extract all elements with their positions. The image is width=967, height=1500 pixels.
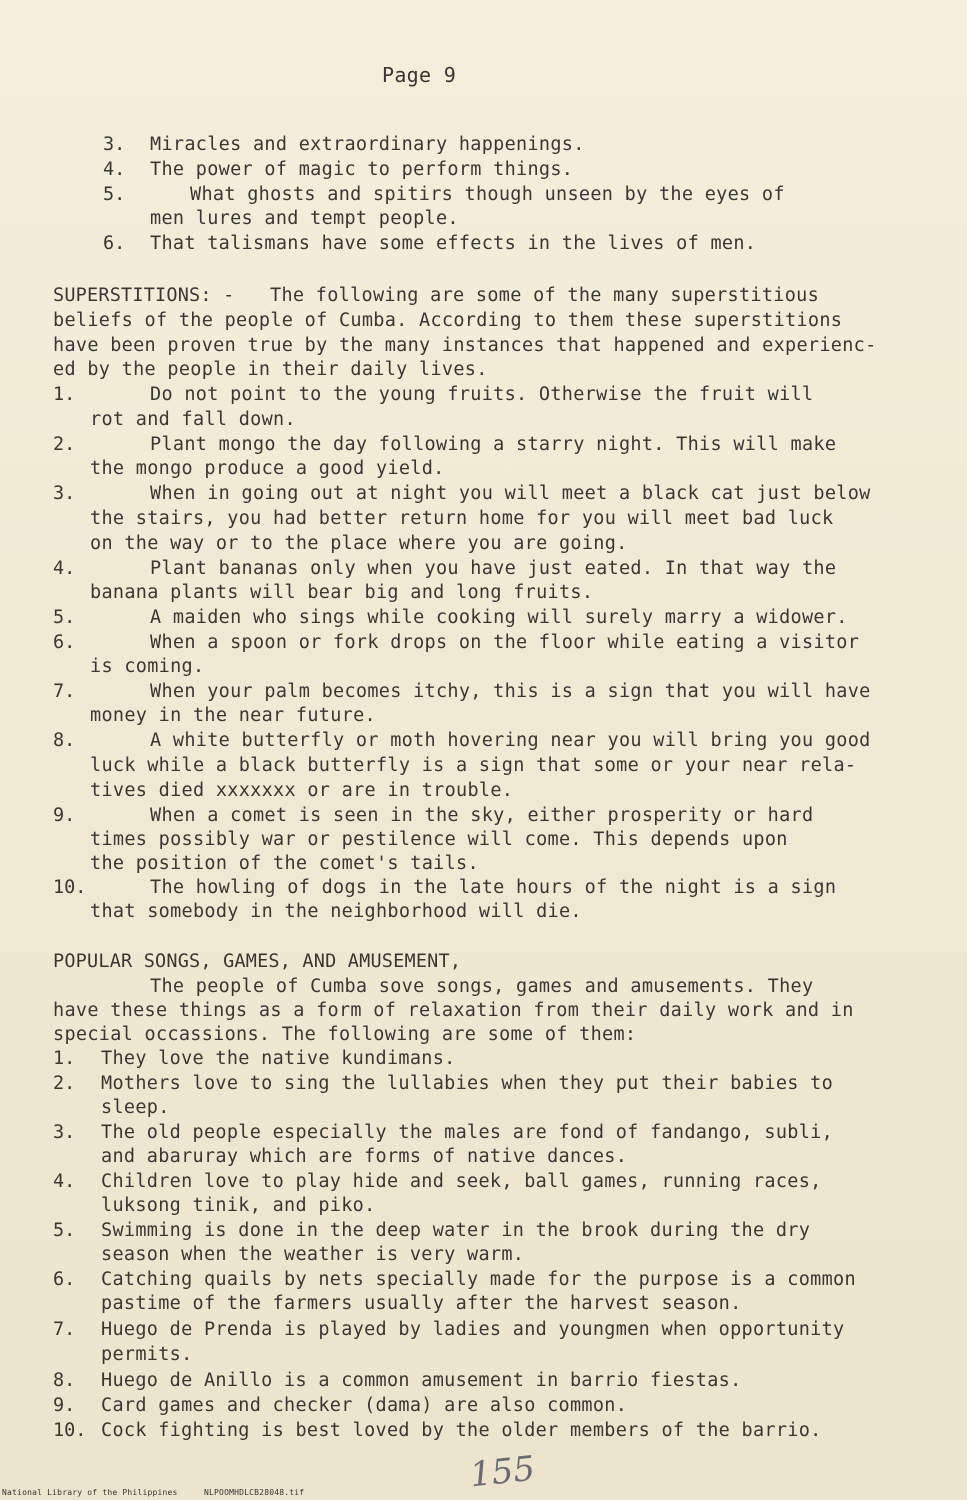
- superstition-line: the mongo produce a good yield.: [90, 458, 445, 479]
- song-line: Huego de Prenda is played by ladies and youngmen when opportunity: [101, 1319, 845, 1340]
- superstition-line: Do not point to the young fruits. Otherwise the fruit will: [150, 384, 814, 405]
- song-line: The old people especially the males are fond of fandango, subli,: [101, 1122, 834, 1143]
- song-line: luksong tinik, and piko.: [101, 1195, 376, 1216]
- song-number: 1.: [53, 1048, 76, 1069]
- songs-intro-line: special occassions. The following are some of them:: [53, 1024, 637, 1045]
- superstitions-intro-line: ed by the people in their daily lives.: [53, 359, 488, 380]
- belief-line: The power of magic to perform things.: [150, 159, 574, 180]
- song-number: 8.: [53, 1370, 76, 1391]
- superstitions-intro-line: beliefs of the people of Cumba. According to them these superstitions: [53, 310, 843, 331]
- belief-number: 5.: [103, 184, 126, 205]
- superstition-line: tives died xxxxxxx or are in trouble.: [90, 780, 514, 801]
- superstition-line: times possibly war or pestilence will come. This depends upon: [90, 829, 788, 850]
- superstition-number: 4.: [53, 558, 76, 579]
- superstition-line: on the way or to the place where you are going.: [90, 533, 628, 554]
- superstition-number: 1.: [53, 384, 76, 405]
- belief-line: That talismans have some effects in the lives of men.: [150, 233, 757, 254]
- superstition-line: money in the near future.: [90, 705, 376, 726]
- superstition-number: 7.: [53, 681, 76, 702]
- superstition-number: 2.: [53, 434, 76, 455]
- superstition-line: When in going out at night you will meet a black cat just below: [150, 483, 871, 504]
- song-line: permits.: [101, 1344, 193, 1365]
- song-number: 3.: [53, 1122, 76, 1143]
- superstition-line: A white butterfly or moth hovering near you will bring you good: [150, 730, 871, 751]
- superstitions-heading: SUPERSTITIONS: -: [53, 285, 235, 306]
- superstition-number: 9.: [53, 805, 76, 826]
- song-number: 10.: [53, 1420, 87, 1441]
- superstition-number: 10.: [53, 877, 87, 898]
- song-number: 4.: [53, 1171, 76, 1192]
- superstition-line: luck while a black butterfly is a sign that some or your near rela-: [90, 755, 857, 776]
- superstition-line: is coming.: [90, 656, 205, 677]
- song-line: Children love to play hide and seek, ball games, running races,: [101, 1171, 822, 1192]
- song-line: pastime of the farmers usually after the harvest season.: [101, 1293, 742, 1314]
- superstition-line: A maiden who sings while cooking will surely marry a widower.: [150, 607, 848, 628]
- song-line: Cock fighting is best loved by the older members of the barrio.: [101, 1420, 822, 1441]
- superstition-line: the stairs, you had better return home for you will meet bad luck: [90, 508, 834, 529]
- handwritten-page-number: 155: [468, 1448, 537, 1496]
- superstition-line: When a comet is seen in the sky, either prosperity or hard: [150, 805, 814, 826]
- song-number: 7.: [53, 1319, 76, 1340]
- songs-heading: POPULAR SONGS, GAMES, AND AMUSEMENT,: [53, 951, 462, 972]
- page-header: Page 9: [382, 63, 457, 87]
- belief-number: 4.: [103, 159, 126, 180]
- song-line: They love the native kundimans.: [101, 1048, 456, 1069]
- superstitions-intro-line: have been proven true by the many instances that happened and experienc-: [53, 335, 877, 356]
- superstition-number: 8.: [53, 730, 76, 751]
- belief-number: 3.: [103, 134, 126, 155]
- superstition-line: Plant bananas only when you have just eated. In that way the: [150, 558, 837, 579]
- superstition-line: rot and fall down.: [90, 409, 296, 430]
- song-line: season when the weather is very warm.: [101, 1244, 525, 1265]
- song-number: 6.: [53, 1269, 76, 1290]
- songs-intro-line: have these things as a form of relaxation from their daily work and in: [53, 1000, 854, 1021]
- song-line: Huego de Anillo is a common amusement in barrio fiestas.: [101, 1370, 742, 1391]
- superstition-number: 6.: [53, 632, 76, 653]
- superstition-number: 5.: [53, 607, 76, 628]
- superstition-line: When your palm becomes itchy, this is a sign that you will have: [150, 681, 871, 702]
- superstition-line: Plant mongo the day following a starry night. This will make: [150, 434, 837, 455]
- song-line: Catching quails by nets specially made for the purpose is a common: [101, 1269, 856, 1290]
- superstitions-intro-line: The following are some of the many superstitious: [270, 285, 820, 306]
- superstition-number: 3.: [53, 483, 76, 504]
- song-number: 2.: [53, 1073, 76, 1094]
- superstition-line: the position of the comet's tails.: [90, 853, 479, 874]
- belief-line: Miracles and extraordinary happenings.: [150, 134, 585, 155]
- song-line: Card games and checker (dama) are also common.: [101, 1395, 628, 1416]
- song-number: 9.: [53, 1395, 76, 1416]
- song-number: 5.: [53, 1220, 76, 1241]
- superstition-line: banana plants will bear big and long fruits.: [90, 582, 594, 603]
- song-line: Mothers love to sing the lullabies when they put their babies to: [101, 1073, 834, 1094]
- belief-number: 6.: [103, 233, 126, 254]
- song-line: Swimming is done in the deep water in the brook during the dry: [101, 1220, 811, 1241]
- songs-intro-line: The people of Cumba sove songs, games and amusements. They: [150, 976, 814, 997]
- superstition-line: The howling of dogs in the late hours of the night is a sign: [150, 877, 837, 898]
- superstition-line: that somebody in the neighborhood will die.: [90, 901, 582, 922]
- belief-line: What ghosts and spitirs though unseen by the eyes of: [190, 184, 785, 205]
- song-line: and abaruray which are forms of native dances.: [101, 1146, 628, 1167]
- belief-line: men lures and tempt people.: [150, 208, 459, 229]
- superstition-line: When a spoon or fork drops on the floor while eating a visitor: [150, 632, 860, 653]
- footer-source: National Library of the Philippines: [2, 1488, 178, 1497]
- song-line: sleep.: [101, 1097, 170, 1118]
- footer-filename: NLPOOMHDLCB28048.tif: [204, 1488, 305, 1497]
